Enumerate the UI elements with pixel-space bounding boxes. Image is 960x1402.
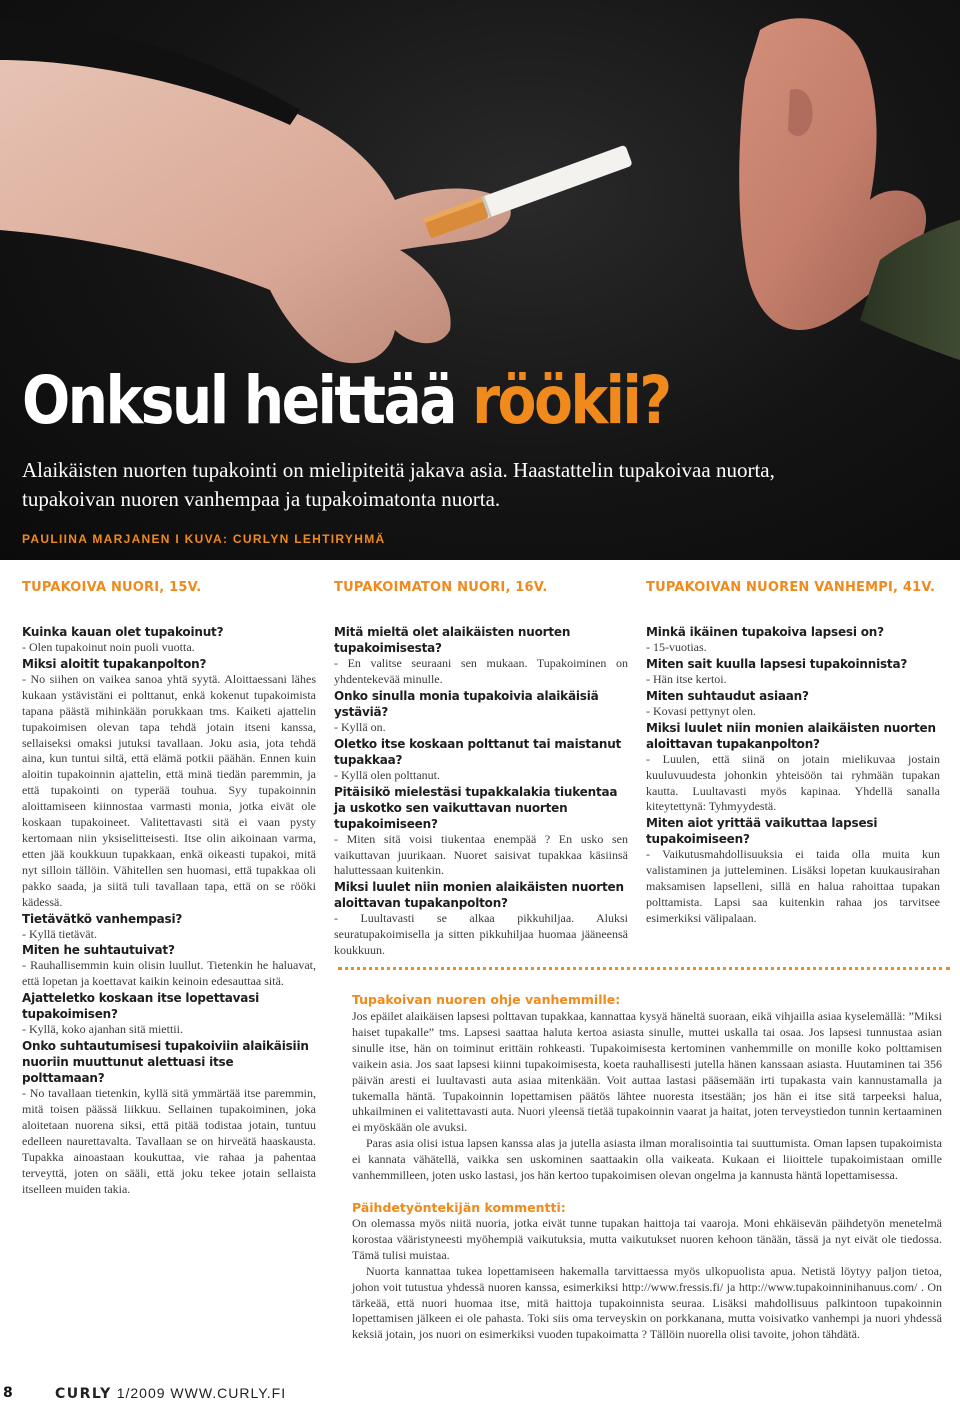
interview-answer: - Vaikutusmahdollisuuksia ei taida olla muita kun valistaminen ja jutteleminen. Lisäksi lopetan kuukausirahan maksamisen lapselleni, sillä en halua rahoittaa tupakan polttamista. Lapsi saa kuitenkin rahaa jos tarvitsee esimerkiksi välipalaan. — [646, 847, 940, 925]
parent-advice-heading: Tupakoivan nuoren ohje vanhemmille: — [352, 992, 621, 1007]
interview-column-smoking-youth — [22, 624, 316, 1197]
substance-worker-paragraph: Nuorta kannattaa tukea lopettamiseen hakemalla tarvittaessa myös ulkopuolista apua. Netistä löytyy paljon tietoa, johon voit tutustua yhdessä nuoren kanssa, esimerkiksi http://www.fressis.fi/ ja http://www.tupakoinninihanuus.com/ . On tärkeää, että nuori huomaa itse, mitä haittoja tupakoinnista seuraa. Lisäksi mahdollisuus palkintoon tupakoinnin lopettamisen jälkeen ei ole pahasta. Toki siis oma terveyskin on porkkanana, mutta voisivatko vanhempi ja nuori yhdessä keksiä jotain, jos nuori on esimerkiksi vuoden tupakoimatta ? Tällöin nuorella olisi tavoite, johon tähdätä. — [352, 1263, 942, 1342]
column-header-parent: TUPAKOIVAN NUOREN VANHEMPI, 41V. — [646, 580, 936, 595]
interview-answer: - Hän itse kertoi. — [646, 671, 727, 686]
hero-photo — [0, 0, 960, 560]
interview-question: Miten aiot yrittää vaikuttaa lapsesi tupakoimiseen? — [646, 816, 878, 847]
title-part-orange: röökii? — [472, 362, 670, 439]
dotted-divider — [338, 967, 950, 970]
magazine-url: WWW.CURLY.FI — [170, 1385, 287, 1401]
parent-advice-paragraph: Paras asia olisi istua lapsen kanssa alas ja jutella asiasta ilman moralisointia tai suuttumista. Oman lapsen tupakoimista ei kannata vähätellä, vaikka sen uskominen saattaakin olla vaikeata. Kukaan ei liioittele tupakoimistaan omille vanhemmilleen, joten usko lastasi, jos hän kertoo tupakoimisen olevan ongelma ja kannusta häntä lopettamisessa. — [352, 1136, 942, 1183]
article-title — [22, 362, 670, 439]
interview-answer: - Luultavasti se alkaa pikkuhiljaa. Aluksi seuratupakoimisella ja sitten pikkuhiljaa huomaa jääneensä koukkuun. — [334, 911, 628, 958]
interview-question: Miksi aloitit tupakanpolton? — [22, 656, 207, 671]
interview-question: Minkä ikäinen tupakoiva lapsesi on? — [646, 625, 884, 639]
interview-question: Miksi luulet niin monien alaikäisten nuorten aloittavan tupakanpolton? — [334, 880, 624, 911]
interview-answer: - Miten sitä voisi tiukentaa enempää ? En usko sen vaikuttavan juurikaan. Nuoret saisivat tupakkaa käsiinsä haluttessaan kuitenkin. — [334, 831, 628, 878]
interview-answer: - Kyllä on. — [334, 719, 386, 734]
magazine-footer — [55, 1385, 286, 1402]
interview-answer: - Kyllä olen polttanut. — [334, 767, 440, 782]
article-byline: PAULIINA MARJANEN I KUVA: CURLYN LEHTIRYHMÄ — [22, 532, 386, 546]
column-header-nonsmoking-youth: TUPAKOIMATON NUORI, 16V. — [334, 580, 548, 595]
interview-answer: - En valitse seuraani sen mukaan. Tupakoiminen on yhdentekevää minulle. — [334, 656, 628, 686]
interview-answer: - No tavallaan tietenkin, kyllä sitä ymmärtää itse paremmin, mitä toisen päässä liikkuu. Sellainen tupakoiminen, joka aloitetaan nuorena siksi, että pitää todistaa jotain, tuntuu edelleen naurettavalta. Tavallaan se on hirveätä haaskausta. Tupakka ainoastaan koukuttaa, vie rahaa ja pahentaa terveyttä, joten on sääli, että joku tekee jotain sellaista itselleen muiden takia. — [22, 1086, 316, 1196]
interview-question: Pitäisikö mielestäsi tupakkalakia tiukentaa ja uskotko sen vaikuttavan nuorten tupakoimiseen? — [334, 784, 618, 831]
interview-question: Kuinka kauan olet tupakoinut? — [22, 625, 224, 639]
interview-question: Onko sinulla monia tupakoivia alaikäisiä ystäviä? — [334, 688, 599, 719]
interview-answer: - Kovasi pettynyt olen. — [646, 703, 756, 718]
interview-question: Onko suhtautumisesi tupakoiviin alaikäisiin nuoriin muuttunut alettuasi itse polttamaan? — [22, 1039, 309, 1086]
title-part-white: Onksul heittää — [22, 362, 473, 439]
interview-question: Miksi luulet niin monien alaikäisten nuorten aloittavan tupakanpolton? — [646, 720, 936, 751]
interview-answer: - Rauhallisemmin kuin olisin luullut. Tietenkin he haluavat, että lopetan ja koettavat kaikin keinoin edesauttaa sitä. — [22, 958, 316, 989]
parent-advice-paragraph: Jos epäilet alaikäisen lapsesi polttavan tupakkaa, kannattaa kysyä häneltä suoraan, eikä vihjailla asiaa kyselemällä: ”Miksi haiset tupakalle” tms. Lapsesi saattaa haluta kertoa asiasta sinulle, muttei uskalla tai osaa. Jos lapsesi tunnustaa asian sinulle itse, hän on toiminut erittäin rohkeasti. Tupakoimisesta kertominen vanhemmille on monille koko polttamisen vaikein asia. Jos saat lapsesi kiinni tupakoimisesta, koeta rauhallisesti jutella hänen kanssaan asiasta. Huutaminen tai 356 päivän aresti ei luultavasti auta asiaa mitenkään. Voit auttaa lastasi pääsemään irti tupakasta vain kannustamalla ja tukemalla häntä. Tupakoinnin lopettamisen päätös lähtee nuoresta itsestään; jos hän ei itse sitä tarpeeksi halua, uhkailminen ei valitettavasti auta. Nuori yleensä tietää tupakoinnin vaarat ja haitat, joten terveystiedon tunnin kertaaminen ei myöskään ole avuksi. — [352, 1009, 942, 1135]
interview-answer: - Olen tupakoinut noin puoli vuotta. — [22, 640, 195, 654]
interview-question: Ajatteletko koskaan itse lopettavasi tupakoimisen? — [22, 991, 260, 1022]
parent-advice-text — [352, 1009, 942, 1184]
interview-column-nonsmoking-youth — [334, 624, 628, 959]
interview-answer: - Kyllä, koko ajanhan sitä miettii. — [22, 1022, 183, 1037]
column-header-smoking-youth: TUPAKOIVA NUORI, 15V. — [22, 580, 202, 595]
substance-worker-text — [352, 1216, 942, 1343]
interview-answer: - 15-vuotias. — [646, 640, 707, 654]
page-number: 8 — [3, 1385, 13, 1401]
magazine-issue: 1/2009 — [116, 1385, 166, 1401]
interview-question: Tietävätkö vanhempasi? — [22, 911, 183, 926]
substance-worker-heading: Päihdetyöntekijän kommentti: — [352, 1200, 566, 1215]
interview-question: Miten he suhtautuivat? — [22, 943, 175, 958]
interview-question: Miten suhtaudut asiaan? — [646, 688, 809, 703]
interview-answer: - No siihen on vaikea sanoa yhtä syytä. Aloittaessani lähes kukaan ystävistäni ei polttanut, enkä kokenut tupakoimista tapana päästä mihinkään porukkaan tms. Kaiketi ajattelin tupakoimisen olevan tapa tehdä jotain itseni kanssa, sellaiseksi omaksi jutuksi tavallaan. Joku asia, jota tehdä aina, kun tuntui siltä, että elämä potkii päähän. Ennen kuin aloitin tupakoinnin ajattelin, että minä tiedän paremmin, ja että tupakointi on typerää touhua. Syy tupakoinnin aloittamiseen kiinnostaa varmasti monia, jotka eivät ole koskaan tupakoineet. Valitettavasti sitä ei vaan pysty kertomaan niin yksiselitteisesti. Itse olin aikoinaan varma, etten jää koukkuun tupakkaan, enkä oikeasti tupakoi, mitä nyt silloin tällöin. Vähitellen sen huomasi, että tupakkaa oli pakko saada, ja siitä tuli tavallaan tapa, että on se rööki kädessä. — [22, 671, 316, 909]
substance-worker-paragraph: On olemassa myös niitä nuoria, jotka eivät tunne tupakan haittoja tai vaaroja. Moni ehkäisevän päihdetyön menetelmä korostaa vääristyneesti myöhempiä vaikutuksia, mutta vaikutukset nuoren kehoon tänään, tässä ja nyt eivät ole tiedossa. Tämä tulisi muistaa. — [352, 1216, 942, 1262]
article-lead: Alaikäisten nuorten tupakointi on mielipiteitä jakava asia. Haastattelin tupakoivaa nuorta, tupakoivan nuoren vanhempaa ja tupakoimatonta nuorta. — [22, 458, 775, 511]
interview-answer: - Kyllä tietävät. — [22, 926, 97, 941]
interview-question: Mitä mieltä olet alaikäisten nuorten tupakoimisesta? — [334, 625, 571, 655]
magazine-name: CURLY — [55, 1386, 112, 1402]
interview-question: Miten sait kuulla lapsesi tupakoinnista? — [646, 656, 908, 671]
interview-question: Oletko itse koskaan polttanut tai maistanut tupakkaa? — [334, 736, 622, 767]
interview-column-parent — [646, 624, 940, 927]
interview-answer: - Luulen, että siinä on jotain mielikuvaa jostain kuuluvuudesta johonkin yhteisöön tai ryhmään tupakan kautta. Luultavasti myös kapinaa. Yhdellä sanalla kiteytettynä: Tyhmyydestä. — [646, 751, 940, 814]
